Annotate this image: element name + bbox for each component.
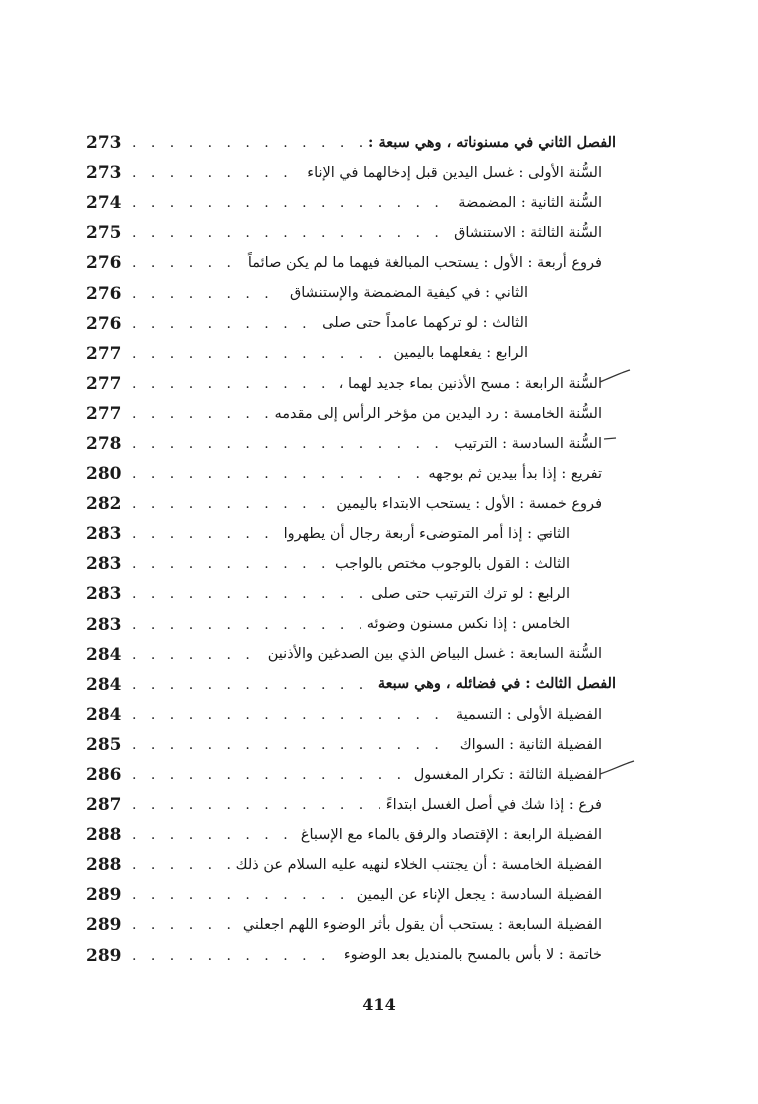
dot-leader — [132, 677, 372, 693]
toc-entry — [86, 128, 616, 158]
toc-entry-body — [126, 948, 616, 964]
toc-page-number: 283 — [86, 614, 122, 635]
dot-leader — [132, 948, 338, 964]
toc-entry-title: السُّنة الثالثة : الاستنشاق — [454, 225, 602, 242]
toc-page-number: 277 — [86, 403, 122, 424]
toc-page-number: 284 — [86, 644, 122, 665]
dot-leader — [132, 496, 330, 512]
dot-leader — [132, 466, 422, 482]
toc-chapter-heading: الفصل الثاني في مسنوناته ، وهي سبعة : — [368, 133, 616, 151]
toc-entry — [86, 670, 616, 700]
table-of-contents — [86, 128, 616, 971]
toc-entry — [86, 549, 616, 579]
toc-page-number: 289 — [86, 885, 122, 906]
dot-leader — [132, 617, 361, 633]
toc-entry-title: الرابع : لو ترك الترتيب حتى صلى — [371, 586, 570, 603]
toc-entry-title: السُّنة السابعة : غسل البياض الذي بين الصدغين والأذنين — [267, 646, 602, 663]
toc-page-number: 288 — [86, 825, 122, 846]
toc-entry-body — [126, 466, 616, 482]
toc-entry-title: السُّنة الثانية : المضمضة — [458, 194, 602, 211]
toc-page-number: 277 — [86, 343, 122, 364]
dot-leader — [132, 586, 365, 602]
toc-entry-title: الرابع : يفعلهما باليمين — [393, 345, 528, 362]
toc-page-number: 277 — [86, 373, 122, 394]
toc-entry — [86, 519, 616, 549]
toc-page-number: 274 — [86, 193, 122, 214]
toc-entry — [86, 880, 616, 910]
toc-entry-title: الفضيلة الثالثة : تكرار المغسول — [413, 766, 602, 783]
toc-entry — [86, 850, 616, 880]
toc-entry — [86, 489, 616, 519]
toc-entry-title: الخامس : إذا نكس مسنون وضوئه — [366, 616, 570, 633]
toc-page-number: 276 — [86, 313, 122, 334]
toc-entry — [86, 730, 616, 760]
dot-leader — [132, 225, 448, 241]
toc-entry — [86, 760, 616, 790]
toc-entry — [86, 218, 616, 248]
toc-page-number: 282 — [86, 494, 122, 515]
toc-entry-body — [126, 286, 616, 302]
dot-leader — [132, 556, 329, 572]
toc-page-number: 289 — [86, 945, 122, 966]
toc-page-number: 283 — [86, 524, 122, 545]
toc-entry — [86, 640, 616, 670]
toc-page-number: 284 — [86, 704, 122, 725]
toc-entry-body — [126, 316, 616, 332]
toc-entry-title: الفضيلة الثانية : السواك — [459, 736, 602, 753]
toc-entry-body — [126, 346, 616, 362]
dot-leader — [132, 707, 450, 723]
toc-entry-body — [126, 827, 616, 843]
toc-chapter-heading: الفصل الثالث : في فضائله ، وهي سبعة — [377, 675, 616, 693]
toc-entry-body — [126, 737, 616, 753]
toc-page-number: 285 — [86, 734, 122, 755]
toc-entry-title: خاتمة : لا بأس بالمسح بالمنديل بعد الوضوء — [343, 947, 602, 964]
toc-page-number: 283 — [86, 554, 122, 575]
dot-leader — [132, 857, 230, 873]
toc-entry-body — [126, 617, 616, 633]
dot-leader — [132, 195, 452, 211]
toc-entry-body — [126, 677, 616, 693]
toc-entry-body — [126, 165, 616, 181]
toc-entry — [86, 158, 616, 188]
toc-entry-title: الثالث : لو تركهما عامداً حتى صلى — [322, 315, 528, 332]
toc-entry — [86, 790, 616, 820]
toc-page-number: 286 — [86, 765, 122, 786]
toc-entry — [86, 910, 616, 940]
toc-page-number: 276 — [86, 253, 122, 274]
margin-mark-3 — [538, 530, 554, 538]
toc-page-number: 283 — [86, 584, 122, 605]
toc-entry-title: الفضيلة السادسة : يجعل الإناء عن اليمين — [356, 887, 602, 904]
dot-leader — [132, 526, 278, 542]
toc-entry-title: الفضيلة الأولى : التسمية — [455, 706, 602, 723]
toc-entry-title: تفريع : إذا بدأ بيدين ثم بوجهه — [428, 465, 602, 482]
toc-entry — [86, 399, 616, 429]
toc-entry — [86, 278, 616, 308]
toc-entry-title: الفضيلة السابعة : يستحب أن يقول بأثر الوضوء اللهم اجعلني — [242, 917, 602, 934]
dot-leader — [132, 376, 333, 392]
toc-entry — [86, 941, 616, 971]
dot-leader — [132, 827, 295, 843]
dot-leader — [132, 737, 454, 753]
dot-leader — [132, 286, 284, 302]
toc-entry — [86, 339, 616, 369]
toc-entry-title: فروع أربعة : الأول : يستحب المبالغة فيهما ما لم يكن صائماً — [247, 255, 602, 272]
toc-entry — [86, 610, 616, 640]
toc-entry-title: السُّنة السادسة : الترتيب — [454, 435, 602, 452]
margin-mark-1 — [598, 368, 632, 384]
toc-entry-body — [126, 767, 616, 783]
toc-entry — [86, 188, 616, 218]
toc-entry-title: الثاني : إذا أمر المتوضىء أربعة رجال أن يطهروا — [283, 526, 570, 543]
dot-leader — [132, 797, 380, 813]
toc-entry-body — [126, 797, 616, 813]
dot-leader — [132, 135, 362, 151]
toc-entry — [86, 459, 616, 489]
toc-entry-body — [126, 917, 616, 933]
toc-entry-title: الثاني : في كيفية المضمضة والإستنشاق — [289, 285, 528, 302]
toc-page-number: 273 — [86, 163, 122, 184]
dot-leader — [132, 887, 351, 903]
dot-leader — [132, 917, 237, 933]
dot-leader — [132, 406, 268, 422]
toc-entry — [86, 429, 616, 459]
toc-entry — [86, 700, 616, 730]
toc-entry-body — [126, 556, 616, 572]
toc-entry-title: السُّنة الأولى : غسل اليدين قبل إدخالهما في الإناء — [307, 164, 602, 181]
dot-leader — [132, 165, 301, 181]
toc-entry-title: فروع خمسة : الأول : يستحب الابتداء باليمين — [336, 495, 602, 512]
toc-page-number: 287 — [86, 795, 122, 816]
dot-leader — [132, 647, 262, 663]
margin-mark-2 — [602, 434, 618, 442]
dot-leader — [132, 316, 316, 332]
dot-leader — [132, 767, 408, 783]
toc-entry-body — [126, 707, 616, 723]
toc-entry — [86, 248, 616, 278]
toc-entry-title: فرع : إذا شك في أصل الغسل ابتداءً — [385, 796, 602, 813]
toc-entry-body — [126, 647, 616, 663]
toc-page-number: 278 — [86, 433, 122, 454]
page-number: 414 — [362, 995, 396, 1014]
toc-entry — [86, 820, 616, 850]
toc-page-number: 280 — [86, 464, 122, 485]
toc-entry-title: الفضيلة الخامسة : أن يجتنب الخلاء لنهيه عليه السلام عن ذلك — [235, 857, 602, 874]
toc-page-number: 284 — [86, 674, 122, 695]
toc-entry — [86, 309, 616, 339]
dot-leader — [132, 436, 448, 452]
toc-entry-body — [126, 406, 616, 422]
toc-entry-body — [126, 857, 616, 873]
toc-entry — [86, 369, 616, 399]
toc-page-number: 289 — [86, 915, 122, 936]
toc-entry-body — [126, 376, 616, 392]
toc-entry-body — [126, 135, 616, 151]
toc-entry-title: السُّنة الخامسة : رد اليدين من مؤخر الرأس إلى مقدمه — [274, 405, 602, 422]
toc-entry-title: الثالث : القول بالوجوب مختص بالواجب — [335, 556, 570, 573]
margin-mark-4 — [536, 592, 554, 600]
toc-entry-title: الفضيلة الرابعة : الإقتصاد والرفق بالماء مع الإسباغ — [300, 826, 602, 843]
toc-entry-body — [126, 436, 616, 452]
toc-entry-body — [126, 496, 616, 512]
margin-mark-5 — [598, 758, 636, 776]
toc-page-number: 288 — [86, 855, 122, 876]
toc-page-number: 276 — [86, 283, 122, 304]
toc-entry-body — [126, 887, 616, 903]
toc-page-number: 275 — [86, 223, 122, 244]
dot-leader — [132, 255, 242, 271]
toc-entry-title: السُّنة الرابعة : مسح الأذنين بماء جديد لهما ، — [338, 375, 602, 392]
toc-entry-body — [126, 255, 616, 271]
toc-entry-body — [126, 195, 616, 211]
toc-page-number: 273 — [86, 133, 122, 154]
dot-leader — [132, 346, 387, 362]
toc-entry-body — [126, 225, 616, 241]
